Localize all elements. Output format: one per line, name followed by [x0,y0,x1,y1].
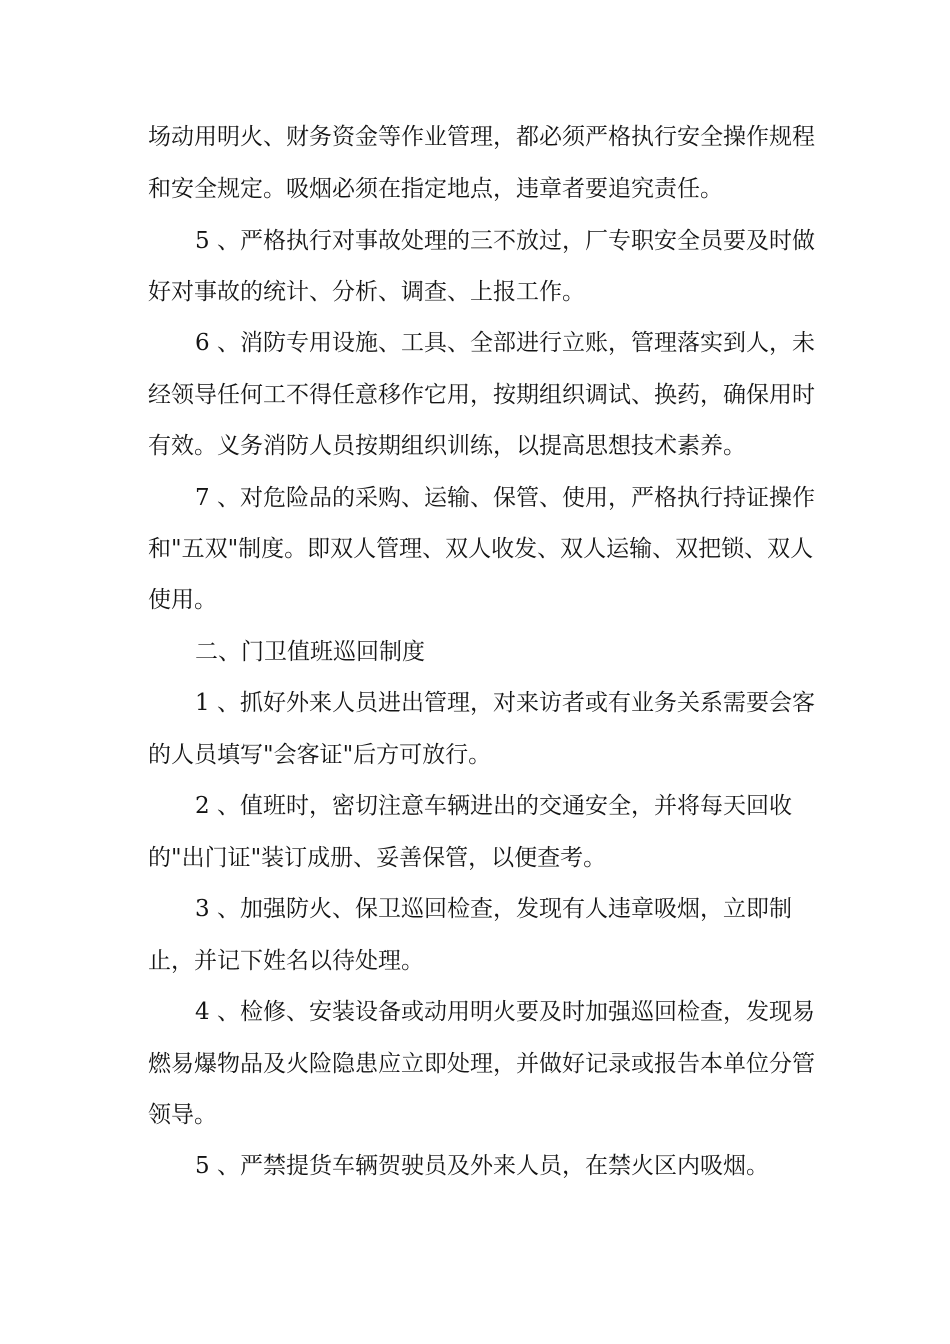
text-line: 7 、对危险品的采购、运输、保管、使用，严格执行持证操作 [195,485,815,511]
text-line: 5 、严禁提货车辆贺驶员及外来人员，在禁火区内吸烟。 [195,1153,769,1179]
text-line: 好对事故的统计、分析、调查、上报工作。 [148,279,585,305]
text-line: 6 、消防专用设施、工具、全部进行立账，管理落实到人，未 [195,330,815,356]
text-line: 燃易爆物品及火险隐患应立即处理，并做好记录或报告本单位分管 [148,1051,815,1077]
text-line: 使用。 [148,587,217,613]
text-line: 的人员填写"会客证"后方可放行。 [148,742,492,768]
text-line: 2 、值班时，密切注意车辆进出的交通安全，并将每天回收 [195,793,792,819]
text-line: 止，并记下姓名以待处理。 [148,948,424,974]
text-line: 场动用明火、财务资金等作业管理，都必须严格执行安全操作规程 [148,124,815,150]
text-line: 领导。 [148,1102,217,1128]
section-heading: 二、门卫值班巡回制度 [195,639,425,665]
text-line: 5 、严格执行对事故处理的三不放过，厂专职安全员要及时做 [195,228,815,254]
text-line: 3 、加强防火、保卫巡回检查，发现有人违章吸烟，立即制 [195,896,792,922]
text-line: 经领导任何工不得任意移作它用，按期组织调试、换药，确保用时 [148,382,815,408]
text-line: 有效。义务消防人员按期组织训练，以提高思想技术素养。 [148,433,746,459]
text-line: 1 、抓好外来人员进出管理，对来访者或有业务关系需要会客 [195,690,815,716]
text-line: 和"五双"制度。即双人管理、双人收发、双人运输、双把锁、双人 [148,536,814,562]
text-line: 的"出门证"装订成册、妥善保管，以便查考。 [148,845,607,871]
text-line: 4 、检修、安装设备或动用明火要及时加强巡回检查，发现易 [195,999,815,1025]
text-line: 和安全规定。吸烟必须在指定地点，违章者要追究责任。 [148,176,723,202]
